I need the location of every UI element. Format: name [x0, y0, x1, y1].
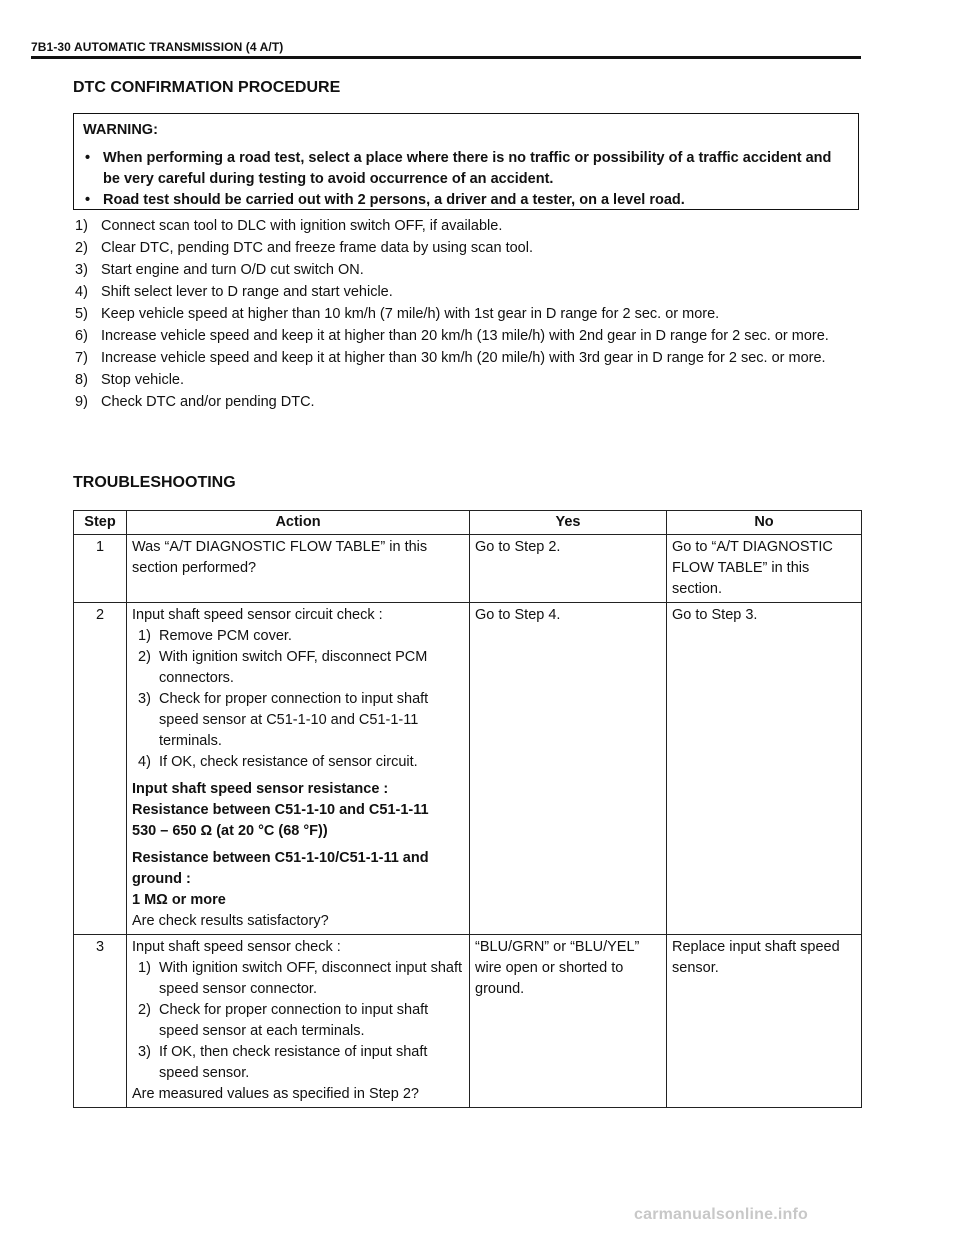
table-row: [74, 535, 862, 603]
substep-number: 1): [138, 960, 151, 976]
dtc-step: [75, 259, 861, 281]
dtc-step: [75, 281, 861, 303]
step-number: 6): [75, 328, 88, 344]
action-substep: [132, 1042, 464, 1084]
warning-box: [73, 113, 859, 210]
column-header-action: Action: [127, 511, 470, 535]
substep-number: 4): [138, 754, 151, 770]
action-substep: [132, 1000, 464, 1042]
spec-line: 530 – 650 Ω (at 20 °C (68 °F)): [132, 823, 328, 839]
step-text: Start engine and turn O/D cut switch ON.: [101, 262, 364, 278]
column-header-no: No: [667, 511, 862, 535]
spec-line: Input shaft speed sensor resistance :: [132, 781, 389, 797]
dtc-step: [75, 347, 861, 369]
action-question: Are check results satisfactory?: [132, 913, 329, 929]
substep-text: Remove PCM cover.: [159, 628, 292, 644]
warning-title: WARNING:: [83, 122, 158, 138]
step-number: 8): [75, 372, 88, 388]
troubleshooting-table: [73, 510, 862, 1108]
action-text: Was “A/T DIAGNOSTIC FLOW TABLE” in this section performed?: [132, 539, 428, 576]
yes-cell: Go to Step 2.: [470, 535, 667, 603]
action-substep: [132, 647, 464, 689]
no-cell: Replace input shaft speed sensor.: [667, 935, 862, 1108]
step-number: 2): [75, 240, 88, 256]
yes-cell: “BLU/GRN” or “BLU/YEL” wire open or shorted to ground.: [470, 935, 667, 1108]
step-number: 4): [75, 284, 88, 300]
step-text: Shift select lever to D range and start vehicle.: [101, 284, 393, 300]
column-header-step: Step: [74, 511, 127, 535]
table-row: [74, 935, 862, 1108]
step-text: Keep vehicle speed at higher than 10 km/h (7 mile/h) with 1st gear in D range for 2 sec. or more.: [101, 306, 720, 322]
dtc-step: [75, 237, 861, 259]
action-cell: [127, 603, 470, 935]
step-cell: 3: [74, 935, 127, 1108]
substep-text: With ignition switch OFF, disconnect PCM connectors.: [159, 649, 428, 686]
step-number: 9): [75, 394, 88, 410]
substep-number: 2): [138, 1002, 151, 1018]
spec-line: Resistance between C51-1-10/C51-1-11 and ground :: [132, 850, 429, 887]
action-cell: [127, 935, 470, 1108]
dtc-step: [75, 215, 861, 237]
action-intro: Input shaft speed sensor circuit check :: [132, 607, 383, 623]
action-question: Are measured values as specified in Step 2?: [132, 1086, 419, 1102]
step-text: Increase vehicle speed and keep it at higher than 20 km/h (13 mile/h) with 2nd gear in D range for 2 sec. or more.: [101, 328, 829, 344]
substep-number: 3): [138, 691, 151, 707]
substep-number: 3): [138, 1044, 151, 1060]
dtc-step: [75, 369, 861, 391]
bullet-icon: •: [85, 150, 91, 166]
warning-item: [83, 190, 850, 211]
warning-item-text: Road test should be carried out with 2 persons, a driver and a tester, on a level road.: [103, 192, 685, 208]
substep-number: 1): [138, 628, 151, 644]
step-text: Check DTC and/or pending DTC.: [101, 394, 315, 410]
spec-line: 1 MΩ or more: [132, 892, 226, 908]
table-header-row: [74, 511, 862, 535]
step-number: 5): [75, 306, 88, 322]
substep-text: With ignition switch OFF, disconnect input shaft speed sensor connector.: [159, 960, 463, 997]
troubleshooting-heading: TROUBLESHOOTING: [73, 474, 236, 491]
step-number: 1): [75, 218, 88, 234]
step-text: Stop vehicle.: [101, 372, 185, 388]
dtc-step: [75, 325, 861, 347]
no-cell: Go to Step 3.: [667, 603, 862, 935]
yes-cell: Go to Step 4.: [470, 603, 667, 935]
action-substep: [132, 626, 464, 647]
header-rule: [31, 56, 861, 59]
dtc-step: [75, 303, 861, 325]
spec-line: Resistance between C51-1-10 and C51-1-11: [132, 802, 429, 818]
action-intro: Input shaft speed sensor check :: [132, 939, 341, 955]
substep-text: If OK, then check resistance of input shaft speed sensor.: [159, 1044, 428, 1081]
step-number: 7): [75, 350, 88, 366]
substep-text: Check for proper connection to input shaft speed sensor at C51-1-10 and C51-1-11 terminals.: [159, 691, 429, 749]
dtc-steps-list: [75, 215, 861, 413]
action-cell: [127, 535, 470, 603]
table-row: [74, 603, 862, 935]
action-substep: [132, 689, 464, 752]
step-text: Connect scan tool to DLC with ignition switch OFF, if available.: [101, 218, 503, 234]
no-cell: Go to “A/T DIAGNOSTIC FLOW TABLE” in this section.: [667, 535, 862, 603]
action-substep: [132, 752, 464, 773]
dtc-step: [75, 391, 861, 413]
step-cell: 2: [74, 603, 127, 935]
substep-text: Check for proper connection to input shaft speed sensor at each terminals.: [159, 1002, 429, 1039]
step-text: Clear DTC, pending DTC and freeze frame data by using scan tool.: [101, 240, 533, 256]
watermark: carmanualsonline.info: [634, 1206, 809, 1223]
page-header: 7B1-30 AUTOMATIC TRANSMISSION (4 A/T): [31, 40, 284, 54]
substep-text: If OK, check resistance of sensor circuit.: [159, 754, 418, 770]
step-number: 3): [75, 262, 88, 278]
substep-number: 2): [138, 649, 151, 665]
dtc-heading: DTC CONFIRMATION PROCEDURE: [73, 79, 341, 96]
step-cell: 1: [74, 535, 127, 603]
bullet-icon: •: [85, 192, 91, 208]
warning-item: [83, 148, 850, 190]
warning-item-text: When performing a road test, select a place where there is no traffic or possibility of a traffic accident and be very careful during testing to avoid occurrence of an accident.: [103, 150, 832, 187]
action-substep: [132, 958, 464, 1000]
column-header-yes: Yes: [470, 511, 667, 535]
step-text: Increase vehicle speed and keep it at higher than 30 km/h (20 mile/h) with 3rd gear in D range for 2 sec. or more.: [101, 350, 826, 366]
